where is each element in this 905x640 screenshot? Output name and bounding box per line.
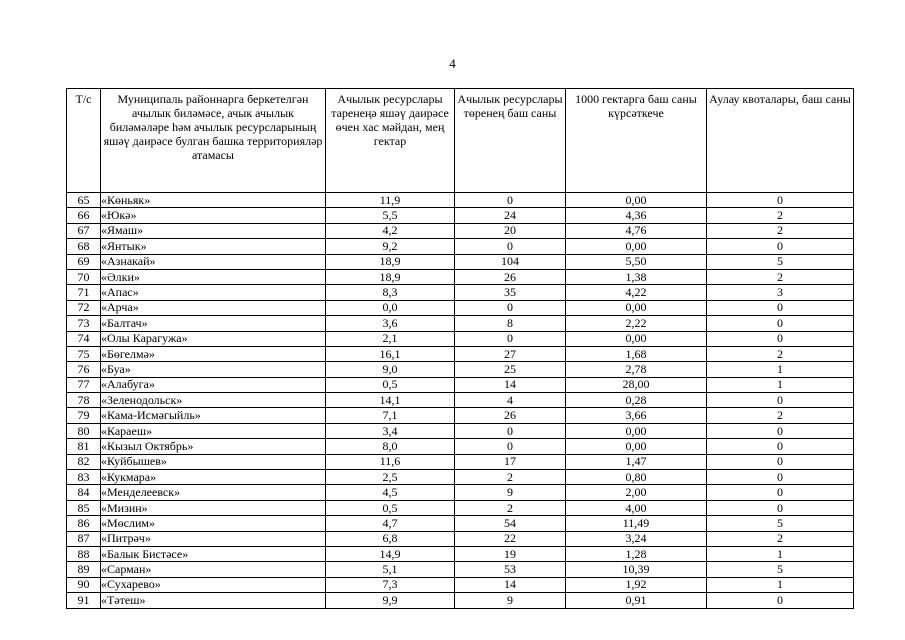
head-count-cell: 8	[455, 316, 566, 331]
habitat-area-cell: 16,1	[326, 346, 455, 361]
table-header-row	[67, 89, 854, 193]
head-count-cell: 0	[455, 193, 566, 208]
head-count-cell: 19	[455, 546, 566, 561]
table-row	[67, 331, 854, 346]
head-count-cell: 20	[455, 223, 566, 238]
head-count-cell: 2	[455, 470, 566, 485]
habitat-area-cell: 3,4	[326, 423, 455, 438]
density-cell: 4,00	[566, 500, 707, 515]
habitat-area-cell: 11,9	[326, 193, 455, 208]
habitat-area-cell: 9,9	[326, 593, 455, 608]
table-row	[67, 208, 854, 223]
density-cell: 10,39	[566, 562, 707, 577]
density-cell: 1,92	[566, 577, 707, 592]
quota-cell: 0	[707, 500, 854, 515]
quota-cell: 5	[707, 562, 854, 577]
habitat-area-cell: 7,1	[326, 408, 455, 423]
row-index-cell: 86	[67, 516, 101, 531]
habitat-area-cell: 5,1	[326, 562, 455, 577]
density-cell: 0,00	[566, 439, 707, 454]
territory-name-cell: «Балык Бистәсе»	[101, 546, 326, 561]
head-count-cell: 2	[455, 500, 566, 515]
habitat-area-cell: 11,6	[326, 454, 455, 469]
territory-name-cell: «Азнакай»	[101, 254, 326, 269]
head-count-cell: 0	[455, 300, 566, 315]
head-count-cell: 4	[455, 393, 566, 408]
head-count-cell: 0	[455, 331, 566, 346]
row-index-cell: 87	[67, 531, 101, 546]
quota-cell: 0	[707, 193, 854, 208]
row-index-cell: 72	[67, 300, 101, 315]
quota-cell: 2	[707, 269, 854, 284]
territory-name-cell: «Олы Карагужа»	[101, 331, 326, 346]
row-index-cell: 65	[67, 193, 101, 208]
quota-cell: 0	[707, 439, 854, 454]
table-row	[67, 346, 854, 361]
table-row	[67, 408, 854, 423]
table-row	[67, 423, 854, 438]
habitat-area-cell: 7,3	[326, 577, 455, 592]
row-index-cell: 82	[67, 454, 101, 469]
density-cell: 0,28	[566, 393, 707, 408]
territory-name-cell: «Сарман»	[101, 562, 326, 577]
density-cell: 3,24	[566, 531, 707, 546]
territory-name-cell: «Әлки»	[101, 269, 326, 284]
table-body	[67, 193, 854, 609]
head-count-cell: 9	[455, 593, 566, 608]
habitat-area-cell: 4,7	[326, 516, 455, 531]
territory-name-cell: «Кызыл Октябрь»	[101, 439, 326, 454]
habitat-area-cell: 9,2	[326, 239, 455, 254]
habitat-area-cell: 14,9	[326, 546, 455, 561]
row-index-cell: 80	[67, 423, 101, 438]
quota-cell: 0	[707, 485, 854, 500]
table-row	[67, 500, 854, 515]
row-index-cell: 69	[67, 254, 101, 269]
territory-name-cell: «Зеленодольск»	[101, 393, 326, 408]
quota-cell: 2	[707, 223, 854, 238]
density-cell: 0,91	[566, 593, 707, 608]
density-cell: 11,49	[566, 516, 707, 531]
head-count-cell: 24	[455, 208, 566, 223]
habitat-area-cell: 8,0	[326, 439, 455, 454]
header-index: Т/с	[67, 89, 101, 193]
quota-cell: 2	[707, 346, 854, 361]
row-index-cell: 78	[67, 393, 101, 408]
quota-cell: 1	[707, 377, 854, 392]
habitat-area-cell: 0,5	[326, 377, 455, 392]
table-row	[67, 316, 854, 331]
territory-name-cell: «Бөгелмә»	[101, 346, 326, 361]
quota-cell: 0	[707, 454, 854, 469]
quota-cell: 0	[707, 300, 854, 315]
table-row	[67, 269, 854, 284]
table-row	[67, 239, 854, 254]
head-count-cell: 17	[455, 454, 566, 469]
territory-name-cell: «Юкә»	[101, 208, 326, 223]
quota-cell: 1	[707, 577, 854, 592]
table-row	[67, 439, 854, 454]
habitat-area-cell: 0,0	[326, 300, 455, 315]
quota-cell: 0	[707, 331, 854, 346]
quota-cell: 2	[707, 408, 854, 423]
habitat-area-cell: 18,9	[326, 269, 455, 284]
header-habitat-area: Ачылык ресурслары таренеңә яшәү даирәсе өчен хас мәйдан, мең гектар	[326, 89, 455, 193]
head-count-cell: 35	[455, 285, 566, 300]
hunting-quota-table	[66, 88, 854, 609]
row-index-cell: 70	[67, 269, 101, 284]
header-territory-name: Муниципаль районнарга беркетелгән ачылык биләмәсе, ачык ачылык биләмәләре һәм ачылык ресурсларының яшәү даирәсе булган башка территорияләр атамасы	[101, 89, 326, 193]
head-count-cell: 104	[455, 254, 566, 269]
quota-cell: 2	[707, 531, 854, 546]
table-row	[67, 193, 854, 208]
table-row	[67, 470, 854, 485]
head-count-cell: 0	[455, 239, 566, 254]
head-count-cell: 22	[455, 531, 566, 546]
table-row	[67, 577, 854, 592]
table-row	[67, 254, 854, 269]
row-index-cell: 73	[67, 316, 101, 331]
density-cell: 4,76	[566, 223, 707, 238]
header-head-count: Ачылык ресурслары төренең баш саны	[455, 89, 566, 193]
table-row	[67, 393, 854, 408]
density-cell: 1,47	[566, 454, 707, 469]
territory-name-cell: «Апас»	[101, 285, 326, 300]
quota-cell: 3	[707, 285, 854, 300]
density-cell: 28,00	[566, 377, 707, 392]
density-cell: 2,22	[566, 316, 707, 331]
head-count-cell: 14	[455, 377, 566, 392]
head-count-cell: 25	[455, 362, 566, 377]
density-cell: 1,68	[566, 346, 707, 361]
row-index-cell: 68	[67, 239, 101, 254]
territory-name-cell: «Тәтеш»	[101, 593, 326, 608]
territory-name-cell: «Ямаш»	[101, 223, 326, 238]
quota-cell: 5	[707, 516, 854, 531]
table-row	[67, 454, 854, 469]
territory-name-cell: «Арча»	[101, 300, 326, 315]
row-index-cell: 77	[67, 377, 101, 392]
row-index-cell: 88	[67, 546, 101, 561]
density-cell: 2,78	[566, 362, 707, 377]
row-index-cell: 91	[67, 593, 101, 608]
table-row	[67, 285, 854, 300]
table-row	[67, 562, 854, 577]
row-index-cell: 74	[67, 331, 101, 346]
habitat-area-cell: 6,8	[326, 531, 455, 546]
table-row	[67, 593, 854, 608]
territory-name-cell: «Караеш»	[101, 423, 326, 438]
density-cell: 0,00	[566, 239, 707, 254]
page-number: 4	[449, 56, 456, 71]
density-cell: 5,50	[566, 254, 707, 269]
quota-cell: 0	[707, 393, 854, 408]
head-count-cell: 0	[455, 423, 566, 438]
quota-cell: 0	[707, 239, 854, 254]
density-cell: 0,00	[566, 423, 707, 438]
row-index-cell: 71	[67, 285, 101, 300]
row-index-cell: 89	[67, 562, 101, 577]
territory-name-cell: «Кукмара»	[101, 470, 326, 485]
habitat-area-cell: 18,9	[326, 254, 455, 269]
territory-name-cell: «Балтач»	[101, 316, 326, 331]
territory-name-cell: «Алабуга»	[101, 377, 326, 392]
header-quota: Аулау квоталары, баш саны	[707, 89, 854, 193]
habitat-area-cell: 2,5	[326, 470, 455, 485]
quota-cell: 0	[707, 316, 854, 331]
territory-name-cell: «Мөслим»	[101, 516, 326, 531]
density-cell: 0,00	[566, 193, 707, 208]
territory-name-cell: «Питрәч»	[101, 531, 326, 546]
head-count-cell: 26	[455, 269, 566, 284]
territory-name-cell: «Менделеевск»	[101, 485, 326, 500]
density-cell: 1,38	[566, 269, 707, 284]
territory-name-cell: «Кама-Исмәгыйль»	[101, 408, 326, 423]
head-count-cell: 14	[455, 577, 566, 592]
row-index-cell: 75	[67, 346, 101, 361]
territory-name-cell: «Куйбышев»	[101, 454, 326, 469]
quota-cell: 1	[707, 546, 854, 561]
quota-cell: 0	[707, 593, 854, 608]
table-row	[67, 300, 854, 315]
header-density: 1000 гектарга баш саны күрсәткече	[566, 89, 707, 193]
habitat-area-cell: 14,1	[326, 393, 455, 408]
quota-cell: 2	[707, 208, 854, 223]
row-index-cell: 84	[67, 485, 101, 500]
row-index-cell: 85	[67, 500, 101, 515]
row-index-cell: 67	[67, 223, 101, 238]
density-cell: 0,80	[566, 470, 707, 485]
territory-name-cell: «Янтык»	[101, 239, 326, 254]
row-index-cell: 83	[67, 470, 101, 485]
density-cell: 0,00	[566, 300, 707, 315]
density-cell: 4,22	[566, 285, 707, 300]
table-row	[67, 531, 854, 546]
habitat-area-cell: 4,5	[326, 485, 455, 500]
density-cell: 0,00	[566, 331, 707, 346]
table-row	[67, 546, 854, 561]
territory-name-cell: «Көньяк»	[101, 193, 326, 208]
head-count-cell: 0	[455, 439, 566, 454]
habitat-area-cell: 8,3	[326, 285, 455, 300]
habitat-area-cell: 3,6	[326, 316, 455, 331]
habitat-area-cell: 2,1	[326, 331, 455, 346]
territory-name-cell: «Мизин»	[101, 500, 326, 515]
habitat-area-cell: 9,0	[326, 362, 455, 377]
row-index-cell: 66	[67, 208, 101, 223]
head-count-cell: 26	[455, 408, 566, 423]
quota-cell: 0	[707, 423, 854, 438]
density-cell: 4,36	[566, 208, 707, 223]
table-row	[67, 485, 854, 500]
density-cell: 1,28	[566, 546, 707, 561]
density-cell: 3,66	[566, 408, 707, 423]
table-row	[67, 362, 854, 377]
table-row	[67, 223, 854, 238]
habitat-area-cell: 4,2	[326, 223, 455, 238]
row-index-cell: 76	[67, 362, 101, 377]
territory-name-cell: «Сухарево»	[101, 577, 326, 592]
habitat-area-cell: 5,5	[326, 208, 455, 223]
row-index-cell: 90	[67, 577, 101, 592]
density-cell: 2,00	[566, 485, 707, 500]
row-index-cell: 81	[67, 439, 101, 454]
head-count-cell: 53	[455, 562, 566, 577]
head-count-cell: 54	[455, 516, 566, 531]
head-count-cell: 9	[455, 485, 566, 500]
quota-cell: 1	[707, 362, 854, 377]
row-index-cell: 79	[67, 408, 101, 423]
quota-cell: 5	[707, 254, 854, 269]
head-count-cell: 27	[455, 346, 566, 361]
territory-name-cell: «Буа»	[101, 362, 326, 377]
table-row	[67, 516, 854, 531]
table-row	[67, 377, 854, 392]
quota-cell: 0	[707, 470, 854, 485]
habitat-area-cell: 0,5	[326, 500, 455, 515]
